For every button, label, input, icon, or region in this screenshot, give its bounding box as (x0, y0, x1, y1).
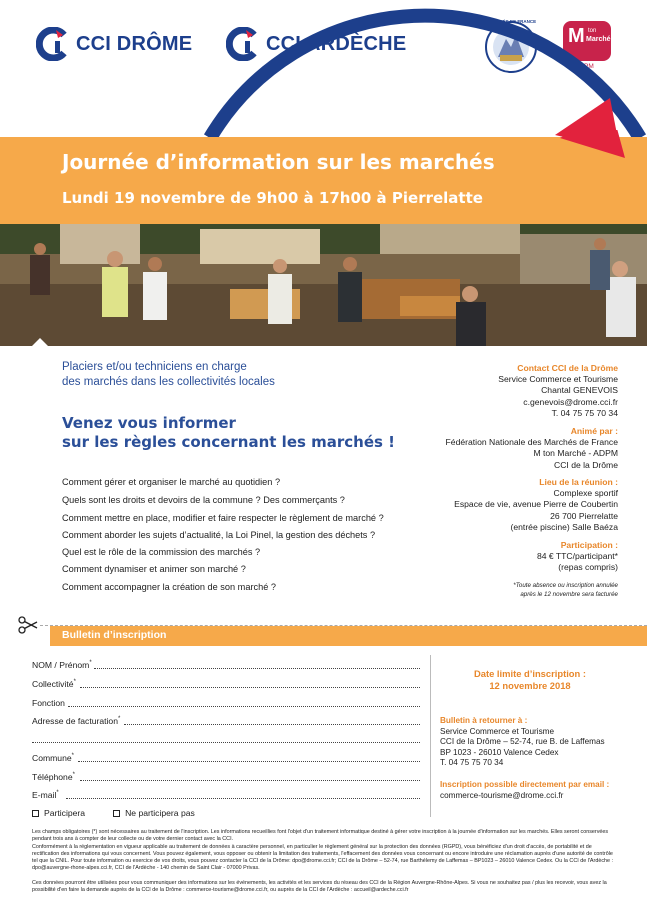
anime-line: M ton Marché - ADPM (533, 448, 618, 459)
note-line: *Toute absence ou inscription annulée (513, 582, 618, 589)
mton-marche: Marché (586, 36, 611, 43)
email-block (440, 780, 609, 801)
return-line: CCI de la Drôme – 52-74, rue B. de Laffemas (440, 737, 605, 746)
participation-line: (repas compris) (558, 562, 618, 573)
return-heading: Bulletin à retourner à : (440, 716, 528, 725)
headline-line1: Venez vous informer (62, 414, 236, 432)
lieu-block (430, 477, 618, 533)
legal-paragraph: Ces données pourront être utilisées pour vous communiquer des informations sur les événements, les activités et les services du réseau des CCI de la Région Auvergne-Rhône-Alpes. Si vous ne souhaitez pas / plus les recevoir, vous avez la possibilité d'en faire la demande auprès de la CCI de la Drôme : commerce-tourisme@drome.cci.fr, ou auprès de la CCI de l'Ardèche : accueil@ardeche.cci.fr (32, 880, 607, 894)
inscription-email-link[interactable]: commerce-tourisme@drome.cci.fr (440, 790, 564, 800)
photo-notch (30, 338, 50, 348)
email-input-line[interactable] (66, 798, 420, 799)
question-item: Comment accompagner la création de son marché ? (62, 582, 276, 592)
adresse-input-line[interactable] (124, 724, 420, 725)
deadline-heading: Date limite d’inscription : (474, 668, 586, 679)
question-item: Quels sont les droits et devoirs de la commune ? Des commerçants ? (62, 495, 345, 505)
participation-options (32, 808, 195, 818)
return-block (440, 716, 605, 769)
participera-checkbox[interactable] (32, 810, 39, 817)
headline (62, 414, 395, 452)
mton-m: M (568, 25, 585, 47)
mton-caption: ADPM (575, 63, 594, 70)
audience-line1: Placiers et/ou techniciens en charge (62, 361, 247, 373)
adresse-input-line-2[interactable] (32, 742, 420, 743)
contact-block (430, 363, 618, 419)
anime-line: Fédération Nationale des Marchés de France (445, 437, 618, 448)
column-divider (430, 655, 431, 817)
ne-participera-pas-label: Ne participera pas (125, 808, 195, 818)
field-label: Commune (32, 753, 72, 763)
lieu-heading: Lieu de la réunion : (539, 477, 618, 487)
fonction-input-line[interactable] (68, 706, 420, 707)
required-mark: * (73, 679, 76, 686)
required-mark: * (89, 660, 92, 667)
question-item: Comment dynamiser et animer son marché ? (62, 564, 246, 574)
field-telephone (32, 772, 75, 782)
field-label: E-mail (32, 790, 57, 800)
field-adresse (32, 716, 120, 726)
contact-heading: Contact CCI de la Drôme (517, 363, 618, 373)
participation-block (430, 540, 618, 574)
required-mark: * (71, 753, 74, 760)
participation-heading: Participation : (560, 540, 618, 550)
required-mark: * (72, 772, 75, 779)
participera-label: Participera (44, 808, 86, 818)
question-item: Quel est le rôle de la commission des marchés ? (62, 547, 261, 557)
question-item: Comment mettre en place, modifier et faire respecter le règlement de marché ? (62, 513, 384, 523)
anime-block (430, 426, 618, 471)
field-collectivite (32, 679, 76, 689)
audience-line2: des marchés dans les collectivités locales (62, 376, 275, 388)
field-label: Collectivité (32, 679, 74, 689)
lieu-line: Espace de vie, avenue Pierre de Coubertin (454, 499, 618, 510)
deadline-block (440, 668, 620, 692)
arc-overlay (0, 130, 647, 160)
legal-paragraph: Les champs obligatoires (*) sont nécessaires au traitement de l'inscription. Les informations recueillies font l'objet d'un traitement informatique destiné à gérer votre inscription à la journée d'information sur les marchés. Elles seront conservées pendant trois ans à compter de leur collecte ou de votre dernier contact avec la CCI. (32, 829, 609, 843)
cci-ardeche-label: CCI ARDÈCHE (266, 32, 407, 55)
contact-line: Service Commerce et Tourisme (498, 374, 618, 385)
field-email (32, 790, 59, 800)
deadline-date: 12 novembre 2018 (489, 680, 571, 691)
field-fonction (32, 698, 65, 708)
lieu-line: 26 700 Pierrelatte (550, 510, 618, 521)
return-line: T. 04 75 75 70 34 (440, 758, 504, 767)
contact-email-link[interactable]: c.genevois@drome.cci.fr (523, 396, 618, 407)
contact-phone: T. 04 75 75 70 34 (551, 407, 618, 418)
participation-line: 84 € TTC/participant* (536, 551, 618, 562)
anime-line: CCI de la Drôme (554, 459, 618, 470)
mton-ton: ton (588, 28, 597, 34)
question-item: Comment gérer et organiser le marché au quotidien ? (62, 477, 281, 487)
event-title: Journée d’information sur les marchés (62, 150, 495, 174)
commune-input-line[interactable] (78, 761, 420, 762)
field-nom (32, 660, 92, 670)
audience (62, 360, 275, 390)
telephone-input-line[interactable] (80, 780, 420, 781)
question-item: Comment aborder les sujets d’actualité, la Loi Pinel, la gestion des déchets ? (62, 530, 376, 540)
event-subtitle: Lundi 19 novembre de 9h00 à 17h00 à Pierrelatte (62, 189, 483, 207)
scissors-icon (18, 616, 38, 634)
required-mark: * (56, 790, 59, 797)
return-line: BP 1023 - 26010 Valence Cedex (440, 747, 559, 757)
anime-heading: Animé par : (570, 426, 618, 436)
field-commune (32, 753, 74, 763)
bulletin-title: Bulletin d’inscription (62, 629, 167, 641)
field-label: Fonction (32, 698, 65, 708)
nom-input-line[interactable] (94, 668, 420, 669)
required-mark: * (118, 716, 121, 723)
ne-participera-pas-checkbox[interactable] (113, 810, 120, 817)
contact-line: Chantal GENEVOIS (541, 385, 618, 396)
lieu-line: Complexe sportif (553, 488, 618, 499)
market-photo (0, 224, 647, 346)
email-heading: Inscription possible directement par email : (440, 780, 610, 789)
note-line: après le 12 novembre sera facturée (520, 591, 618, 598)
lieu-line: (entrée piscine) Salle Baéza (510, 521, 618, 532)
field-label: Adresse de facturation (32, 716, 118, 726)
return-line: Service Commerce et Tourisme (440, 726, 555, 736)
headline-line2: sur les règles concernant les marchés ! (62, 433, 396, 451)
field-label: Téléphone (32, 772, 73, 782)
seal-text: MARCHÉS DE FRANCE (485, 19, 537, 24)
cci-drome-label: CCI DRÔME (76, 32, 193, 55)
legal-paragraph: Conformément à la réglementation en vigueur applicable au traitement de données à caractère personnel, en particulier le règlement général sur la protection des données (RGPD), vous bénéficiez d'un droit d'accès, de portabilité et de rectification des informations qui vous concernent. Vous pouvez également, vous opposer ou obtenir la limitation des traitements, l'effacement des données vous concernant ou encore introduire une réclamation auprès d'une autorité de contrôle tel que la CNIL. Pour toute information ou exercice de vos droits, vous pouvez contacter la CCI de la Drôme: dpo@drome.cci.fr; CCI de la Drôme – 52-74, rue Barthélemy de Laffemas – BP1023 – 26010 Valence Cedex. Ou la CCI de l'Ardèche : dpo@auvergne-rhone-alpes.cci.fr, CCI de l'Ardèche - 140 chemin de Saint Clair - 07000 Privas. (32, 844, 614, 872)
collectivite-input-line[interactable] (80, 687, 420, 688)
field-label: NOM / Prénom (32, 660, 90, 670)
absence-note (430, 581, 618, 599)
